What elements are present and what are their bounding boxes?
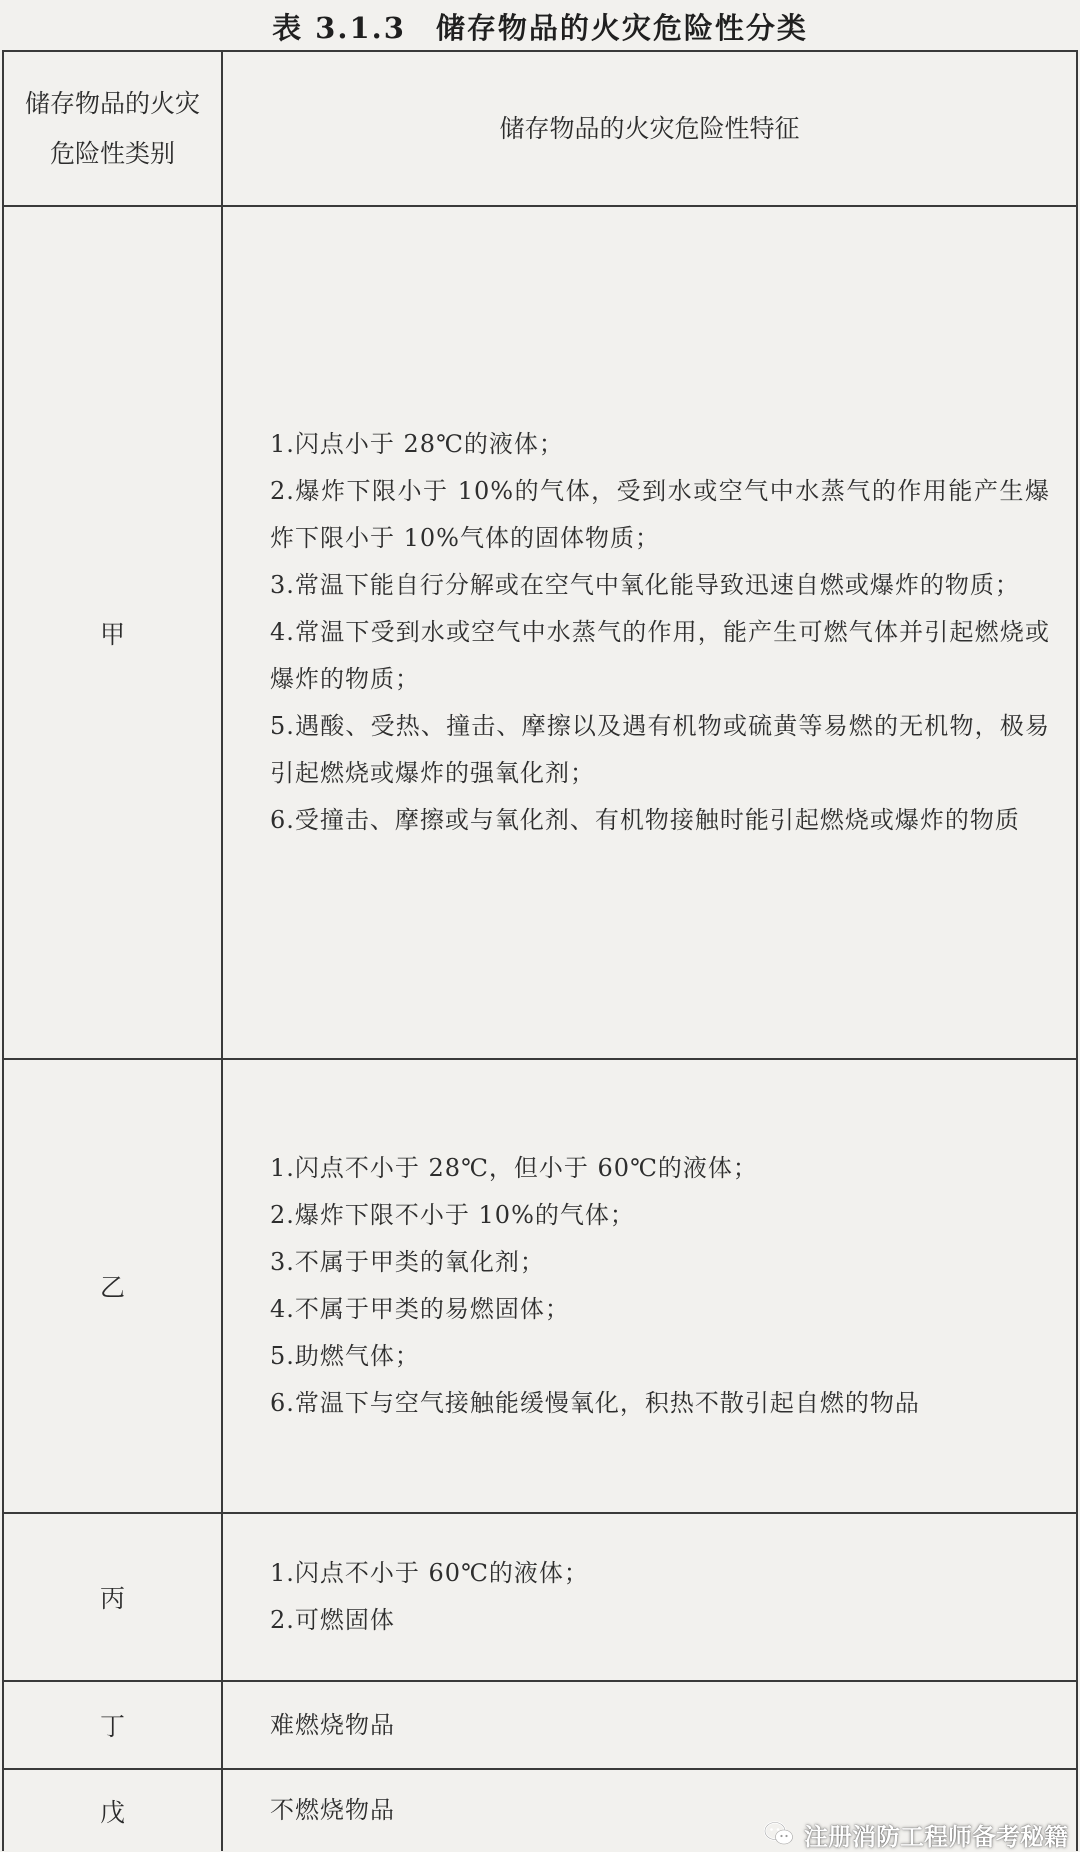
- column-divider: [221, 50, 223, 1851]
- category-bing: [4, 1514, 221, 1680]
- features-bing: [270, 1514, 1060, 1680]
- category-ding: [4, 1682, 221, 1768]
- category-wu: [4, 1770, 221, 1851]
- features-wu: [270, 1770, 770, 1851]
- header-feature-text: 储存物品的火灾危险性特征: [499, 113, 800, 143]
- header-category-text: 储存物品的火灾危险性类别: [24, 88, 200, 168]
- feature-item: 2.爆炸下限不小于 10%的气体；: [270, 1201, 635, 1229]
- feature-item: 3.常温下能自行分解或在空气中氧化能导致迅速自燃或爆炸的物质；: [270, 571, 1020, 599]
- category-bing-text: 丙: [99, 1584, 125, 1613]
- category-jia-text: 甲: [99, 619, 125, 649]
- header-feature: [223, 52, 1076, 205]
- watermark-text: 注册消防工程师备考秘籍: [804, 1822, 1068, 1851]
- category-ding-text: 丁: [99, 1712, 125, 1741]
- feature-item: 1.闪点小于 28℃的液体；: [270, 430, 564, 458]
- feature-item: 难燃烧物品: [270, 1710, 395, 1739]
- feature-item: 3.不属于甲类的氧化剂；: [270, 1248, 545, 1276]
- table-number: 表 3.1.3: [272, 11, 406, 45]
- table-border-right: [1076, 50, 1078, 1851]
- table-title-text: 储存物品的火灾危险性分类: [435, 11, 808, 45]
- feature-item: 不燃烧物品: [270, 1796, 395, 1824]
- feature-item: 5.遇酸、受热、撞击、摩擦以及遇有机物或硫黄等易燃的无机物，极易引起燃烧或爆炸的强氧化剂；: [270, 712, 1050, 787]
- feature-item: 4.不属于甲类的易燃固体；: [270, 1295, 570, 1323]
- feature-item: 6.常温下与空气接触能缓慢氧化，积热不散引起自燃的物品: [270, 1389, 920, 1417]
- wechat-icon: [764, 1821, 794, 1847]
- header-category: [4, 52, 221, 205]
- category-yi: [4, 1060, 221, 1512]
- category-jia: [4, 207, 221, 1058]
- feature-item: 2.可燃固体: [270, 1606, 395, 1634]
- features-yi: [270, 1060, 1060, 1512]
- features-ding: [270, 1682, 1060, 1768]
- feature-item: 4.常温下受到水或空气中水蒸气的作用，能产生可燃气体并引起燃烧或爆炸的物质；: [270, 618, 1050, 693]
- feature-item: 1.闪点不小于 28℃，但小于 60℃的液体；: [270, 1154, 758, 1182]
- feature-item: 6.受撞击、摩擦或与氧化剂、有机物接触时能引起燃烧或爆炸的物质: [270, 806, 1020, 834]
- features-jia: [270, 207, 1050, 1058]
- table-title: [0, 6, 1080, 47]
- feature-item: 2.爆炸下限小于 10%的气体，受到水或空气中水蒸气的作用能产生爆炸下限小于 10%气体的固体物质；: [270, 477, 1050, 552]
- feature-item: 5.助燃气体；: [270, 1342, 420, 1370]
- watermark: [764, 1817, 1068, 1851]
- category-yi-text: 乙: [99, 1273, 125, 1302]
- feature-item: 1.闪点不小于 60℃的液体；: [270, 1559, 589, 1587]
- category-wu-text: 戊: [99, 1797, 125, 1827]
